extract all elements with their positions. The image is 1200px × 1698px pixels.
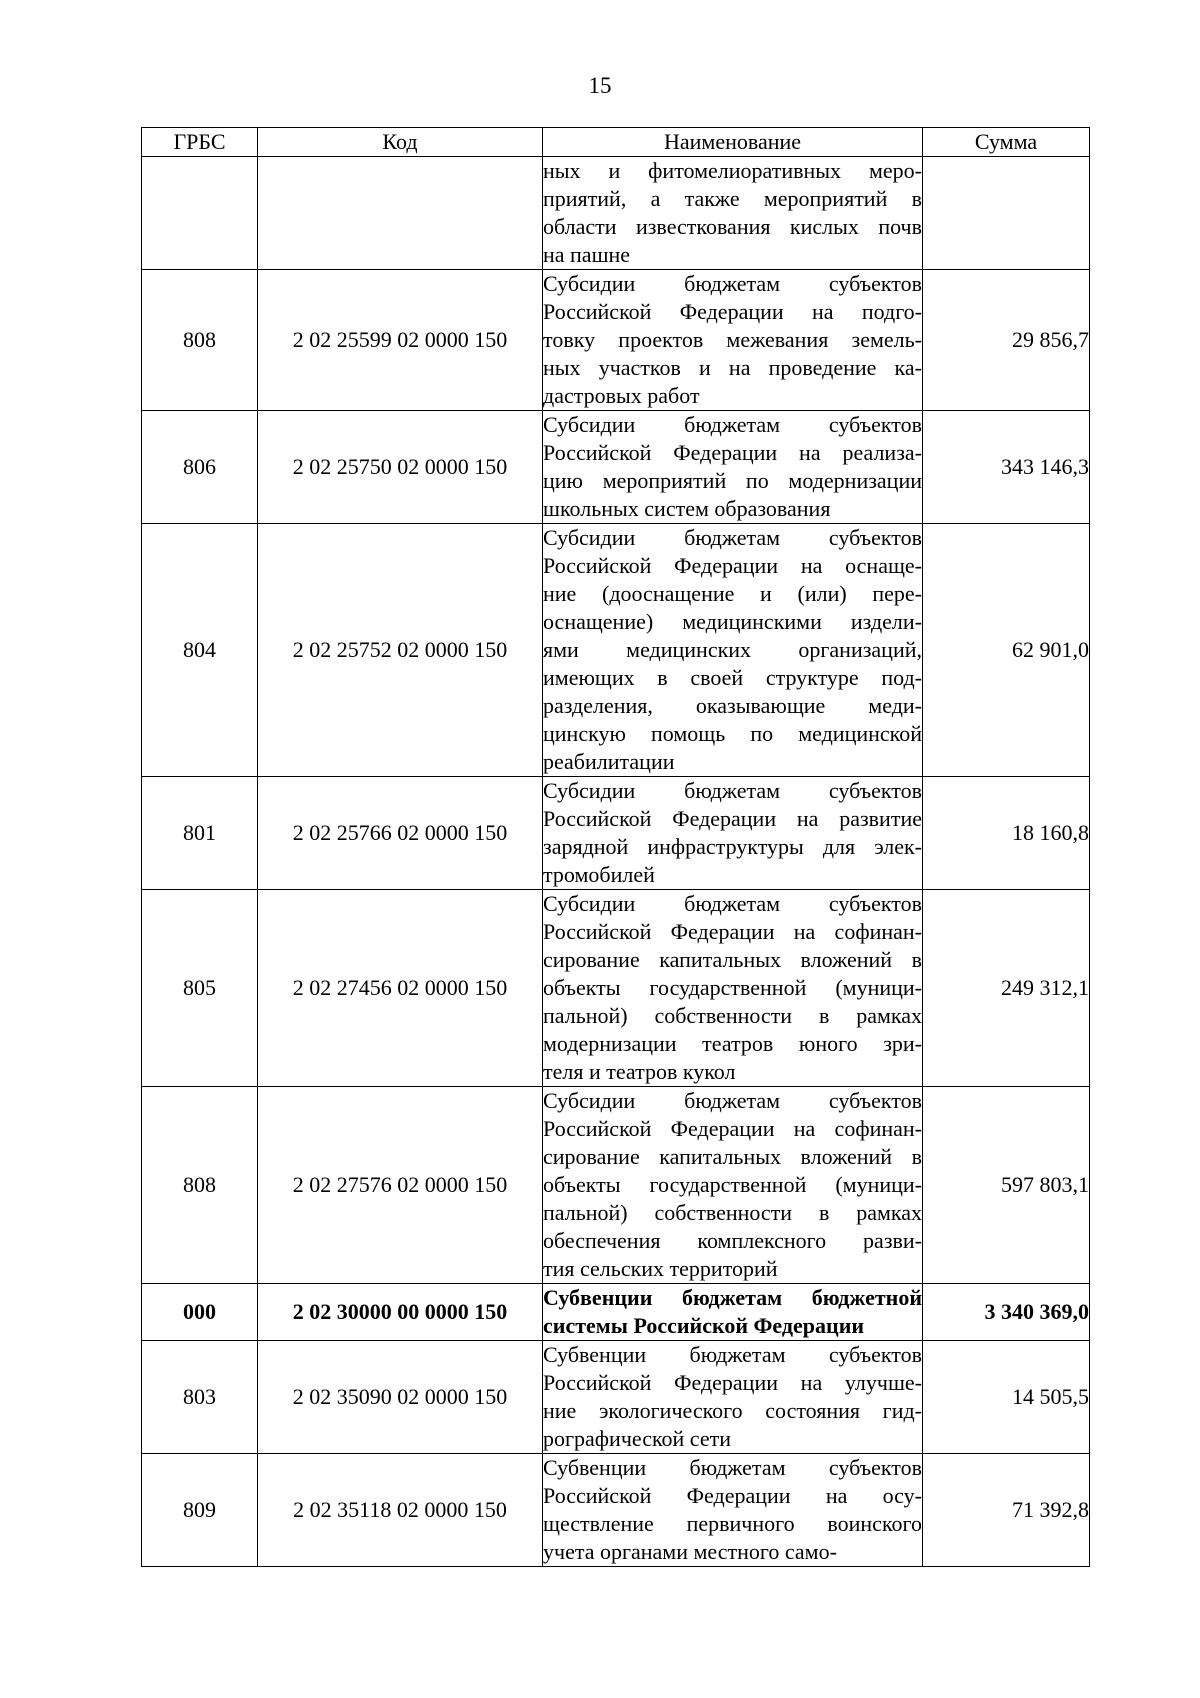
table-row [142, 270, 1090, 411]
name-line: зарядной инфраструктуры для элек- [543, 834, 922, 859]
name-line: цинскую помощь по медицинской [543, 721, 922, 746]
table-row [142, 1087, 1090, 1284]
name-line: ных участков и на проведение ка- [543, 355, 922, 380]
name-cell [543, 1454, 923, 1567]
name-line: ями медицинских организаций, [543, 637, 922, 662]
name-line: Субвенции бюджетам бюджетной [543, 1285, 922, 1310]
name-line: реабилитации [543, 749, 675, 774]
code-cell: 2 02 25599 02 0000 150 [258, 270, 543, 411]
name-line: Российской Федерации на осу- [543, 1483, 922, 1508]
name-line: оснащение) медицинскими издели- [543, 609, 922, 634]
code-cell: 2 02 25752 02 0000 150 [258, 524, 543, 777]
name-line: рографической сети [543, 1426, 731, 1451]
header-name: Наименование [543, 128, 923, 157]
name-line: системы Российской Федерации [543, 1313, 865, 1338]
header-sum: Сумма [923, 128, 1090, 157]
grbs-cell: 808 [142, 270, 258, 411]
name-line: Субсидии бюджетам субъектов [543, 1088, 922, 1113]
table-row [142, 157, 1090, 270]
grbs-cell: 806 [142, 411, 258, 524]
name-line: Субвенции бюджетам субъектов [543, 1342, 922, 1367]
table-row [142, 1341, 1090, 1454]
code-cell: 2 02 25766 02 0000 150 [258, 777, 543, 890]
code-cell: 2 02 25750 02 0000 150 [258, 411, 543, 524]
name-line: Российской Федерации на развитие [543, 806, 922, 831]
name-cell [543, 524, 923, 777]
name-cell [543, 270, 923, 411]
name-cell [543, 890, 923, 1087]
name-line: Субсидии бюджетам субъектов [543, 891, 922, 916]
sum-cell: 3 340 369,0 [923, 1284, 1090, 1341]
code-cell: 2 02 27456 02 0000 150 [258, 890, 543, 1087]
name-line: Российской Федерации на реализа- [543, 440, 922, 465]
name-line: области известкования кислых почв [543, 214, 922, 239]
page-number: 15 [588, 73, 612, 98]
name-line: объекты государственной (муници- [543, 1172, 922, 1197]
table-row [142, 890, 1090, 1087]
name-cell [543, 1284, 923, 1341]
table-body [142, 157, 1090, 1567]
name-line: товку проектов межевания земель- [543, 327, 922, 352]
name-line: ние (дооснащение и (или) пере- [543, 581, 922, 606]
name-line: ных и фитомелиоративных меро- [543, 158, 922, 183]
name-line: разделения, оказывающие меди- [543, 693, 922, 718]
header-grbs: ГРБС [142, 128, 258, 157]
name-cell [543, 777, 923, 890]
grbs-cell: 805 [142, 890, 258, 1087]
name-line: ние экологического состояния гид- [543, 1398, 922, 1423]
grbs-cell: 000 [142, 1284, 258, 1341]
code-cell: 2 02 35090 02 0000 150 [258, 1341, 543, 1454]
name-line: тромобилей [543, 862, 655, 887]
sum-cell: 18 160,8 [923, 777, 1090, 890]
name-cell [543, 1087, 923, 1284]
name-cell [543, 1341, 923, 1454]
name-line: Российской Федерации на улучше- [543, 1370, 922, 1395]
name-line: теля и театров кукол [543, 1059, 736, 1084]
sum-cell: 343 146,3 [923, 411, 1090, 524]
sum-cell: 29 856,7 [923, 270, 1090, 411]
code-cell: 2 02 27576 02 0000 150 [258, 1087, 543, 1284]
name-line: модернизации театров юного зри- [543, 1031, 922, 1056]
name-line: обеспечения комплексного разви- [543, 1228, 922, 1253]
name-line: имеющих в своей структуре под- [543, 665, 922, 690]
sum-cell: 71 392,8 [923, 1454, 1090, 1567]
name-line: школьных систем образования [543, 496, 831, 521]
name-line: Российской Федерации на оснаще- [543, 553, 922, 578]
name-line: Субсидии бюджетам субъектов [543, 271, 922, 296]
sum-cell: 62 901,0 [923, 524, 1090, 777]
grbs-cell: 808 [142, 1087, 258, 1284]
name-line: тия сельских территорий [543, 1256, 778, 1281]
name-line: Субсидии бюджетам субъектов [543, 412, 922, 437]
code-cell: 2 02 30000 00 0000 150 [258, 1284, 543, 1341]
code-cell: 2 02 35118 02 0000 150 [258, 1454, 543, 1567]
budget-table [141, 127, 1090, 1567]
name-line: цию мероприятий по модернизации [543, 468, 922, 493]
name-line: объекты государственной (муници- [543, 975, 922, 1000]
name-line: приятий, а также мероприятий в [543, 186, 922, 211]
grbs-cell: 804 [142, 524, 258, 777]
header-code: Код [258, 128, 543, 157]
name-line: пальной) собственности в рамках [543, 1003, 922, 1028]
sum-cell: 597 803,1 [923, 1087, 1090, 1284]
sum-cell [923, 157, 1090, 270]
name-line: сирование капитальных вложений в [543, 947, 922, 972]
name-line: сирование капитальных вложений в [543, 1144, 922, 1169]
table-row [142, 777, 1090, 890]
grbs-cell: 803 [142, 1341, 258, 1454]
code-cell [258, 157, 543, 270]
name-line: на пашне [543, 242, 631, 267]
sum-cell: 249 312,1 [923, 890, 1090, 1087]
name-line: Российской Федерации на подго- [543, 299, 922, 324]
name-line: пальной) собственности в рамках [543, 1200, 922, 1225]
name-line: ществление первичного воинского [543, 1511, 922, 1536]
name-line: Субвенции бюджетам субъектов [543, 1455, 922, 1480]
table-header-row [142, 128, 1090, 157]
table-row [142, 411, 1090, 524]
name-line: Субсидии бюджетам субъектов [543, 525, 922, 550]
name-cell [543, 157, 923, 270]
table-row [142, 1454, 1090, 1567]
name-line: Субсидии бюджетам субъектов [543, 778, 922, 803]
grbs-cell: 809 [142, 1454, 258, 1567]
name-line: учета органами местного само- [543, 1539, 837, 1564]
name-line: Российской Федерации на софинан- [543, 919, 922, 944]
name-line: Российской Федерации на софинан- [543, 1116, 922, 1141]
table-row [142, 1284, 1090, 1341]
name-line: дастровых работ [543, 383, 700, 408]
table-row [142, 524, 1090, 777]
grbs-cell: 801 [142, 777, 258, 890]
sum-cell: 14 505,5 [923, 1341, 1090, 1454]
grbs-cell [142, 157, 258, 270]
name-cell [543, 411, 923, 524]
